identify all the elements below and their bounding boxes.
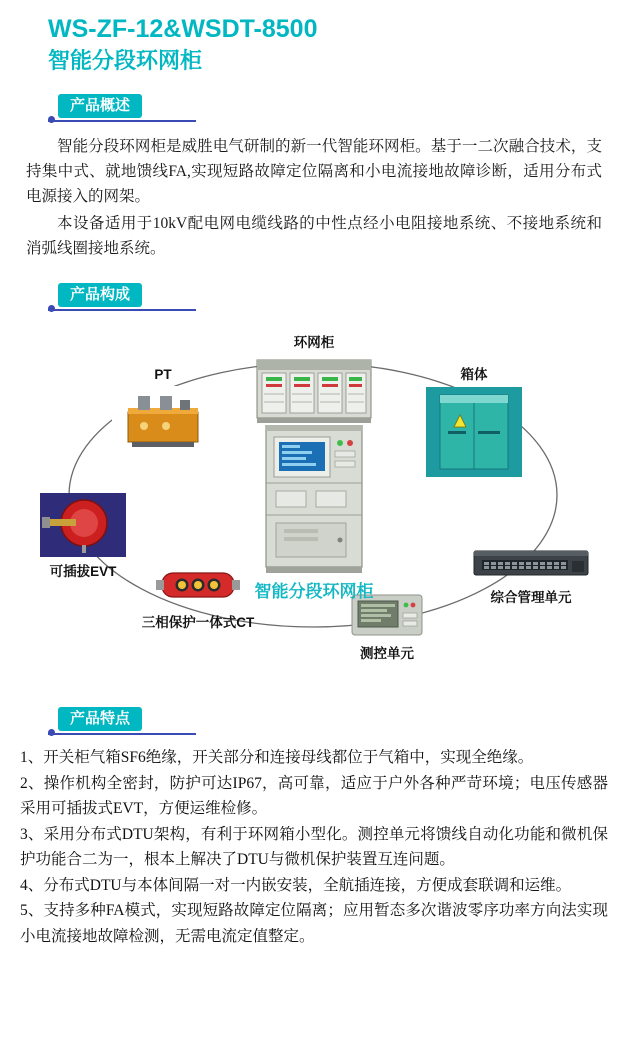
center-cabinet-image xyxy=(260,425,368,573)
node-label-three-phase-ct: 三相保护一体式CT xyxy=(141,615,255,630)
section-tag-overview: 产品概述 xyxy=(58,94,142,118)
node-enclosure xyxy=(426,363,522,477)
section-tag-composition: 产品构成 xyxy=(58,283,142,307)
heading-underline xyxy=(48,733,196,735)
overview-text xyxy=(26,134,602,261)
heading-underline xyxy=(48,309,196,311)
node-label-measurement-control-unit: 测控单元 xyxy=(360,646,414,661)
center-diagram-label: 智能分段环网柜 xyxy=(254,582,374,601)
heading-underline xyxy=(48,120,196,122)
enclosure-image xyxy=(426,387,522,477)
overview-paragraph-1: 智能分段环网柜是威胜电气研制的新一代智能环网柜。基于一二次融合技术，支持集中式、就地馈线FA,实现短路故障定位隔离和小电流接地故障诊断，适用分布式电源接入的网架。 xyxy=(26,138,602,205)
node-label-enclosure: 箱体 xyxy=(460,367,488,382)
features-list xyxy=(20,745,608,949)
pluggable-evt-image xyxy=(40,493,126,557)
node-ring-main-unit xyxy=(253,331,375,426)
section-tag-features: 产品特点 xyxy=(58,707,142,731)
title-line-1: WS-ZF-12&WSDT-8500 xyxy=(48,15,318,43)
pt-image xyxy=(112,386,214,458)
node-label-ring-main-unit: 环网柜 xyxy=(293,335,335,350)
composition-diagram xyxy=(0,325,628,705)
overview-paragraph-2: 本设备适用于10kV配电网电缆线路的中性点经小电阻接地系统、不接地系统和消弧线圈接地系统。 xyxy=(26,215,602,257)
feature-item-3: 3、采用分布式DTU架构，有利于环网箱小型化。测控单元将馈线自动化功能和微机保护功能合二为一，根本上解决了DTU与微机保护装置互连问题。 xyxy=(20,825,608,868)
feature-item-1: 1、开关柜气箱SF6绝缘，开关部分和连接母线都位于气箱中，实现全绝缘。 xyxy=(20,749,534,766)
node-label-integrated-management-unit: 综合管理单元 xyxy=(490,590,572,605)
node-label-pt: PT xyxy=(154,367,172,382)
section-heading-features xyxy=(48,707,198,737)
section-heading-composition xyxy=(48,283,198,313)
node-label-pluggable-evt: 可插拔EVT xyxy=(49,564,117,579)
feature-item-4: 4、分布式DTU与本体间隔一对一内嵌安装，全航插连接，方便成套联调和运维。 xyxy=(20,876,572,894)
title-line-2: 智能分段环网柜 xyxy=(48,48,203,73)
section-heading-overview xyxy=(48,94,198,124)
page-title xyxy=(0,0,628,76)
ring-main-unit-image xyxy=(253,354,375,426)
feature-item-2: 2、操作机构全密封，防护可达IP67，高可靠，适应于户外各种严苛环境；电压传感器采用可插拔式EVT，方便运维检修。 xyxy=(20,774,608,817)
node-measurement-control-unit xyxy=(333,593,441,662)
feature-item-5: 5、支持多种FA模式，实现短路故障定位隔离；应用暂态多次谐波零序功率方向法实现小电流接地故障检测，无需电流定值整定。 xyxy=(20,902,608,945)
node-pt xyxy=(112,367,214,458)
